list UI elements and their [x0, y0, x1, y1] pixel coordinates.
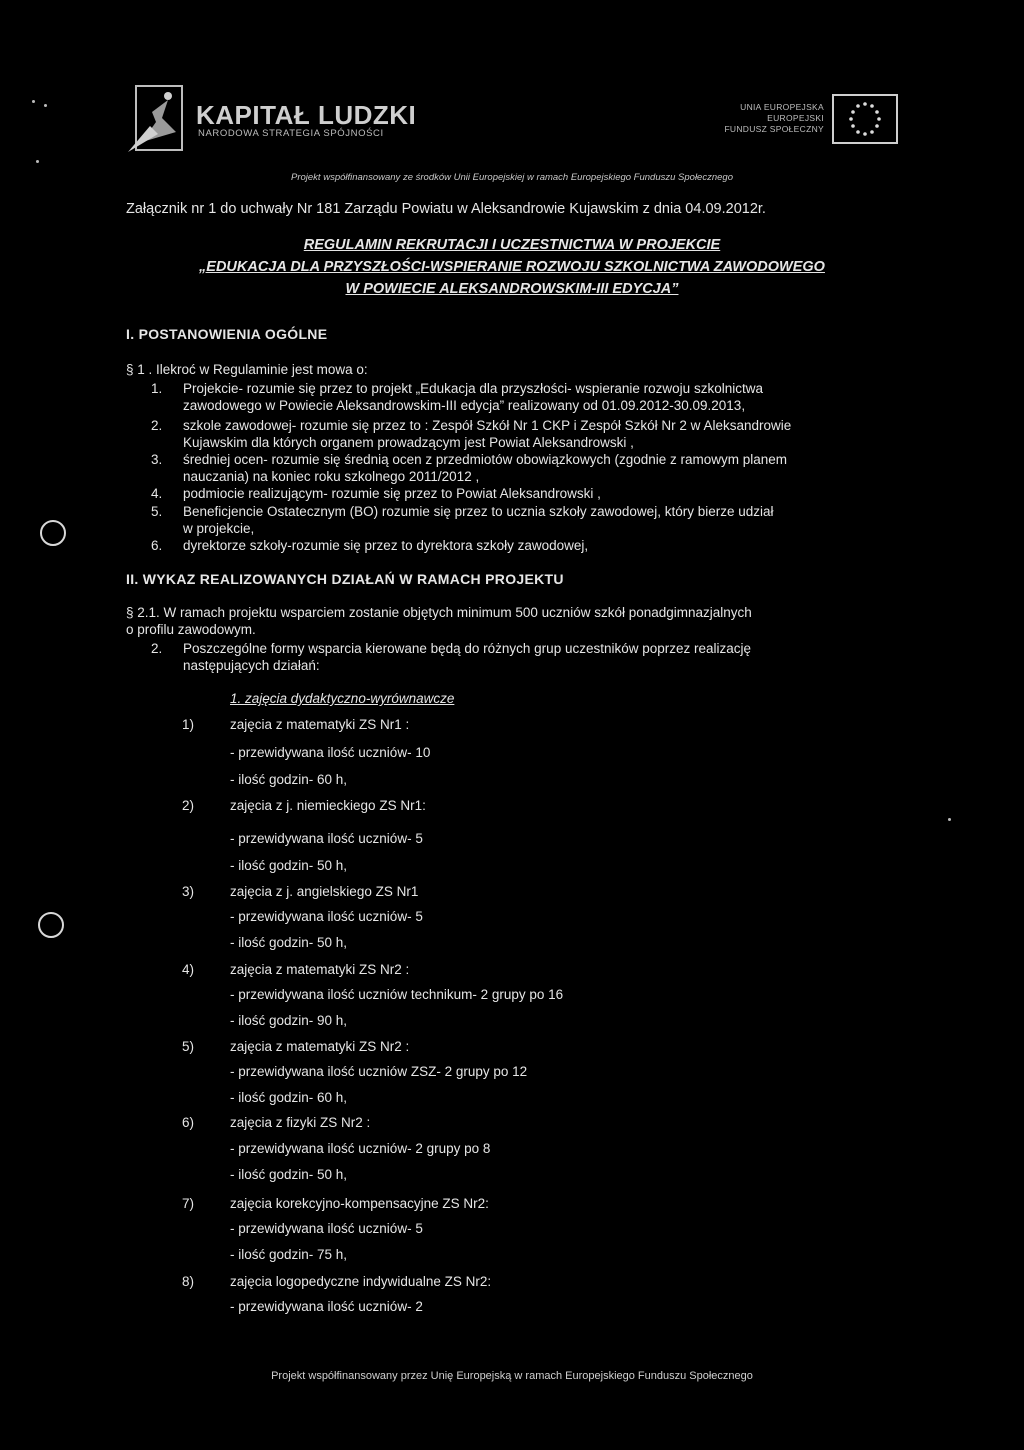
scan-speck — [44, 104, 47, 107]
activity-detail: - ilość godzin- 60 h, — [230, 1090, 348, 1105]
item-line: w projekcie, — [183, 521, 255, 536]
item-line: Projekcie- rozumie się przez to projekt „Edukacja dla przyszłości- wspieranie rozwoju szkolnictwa — [183, 381, 763, 396]
item-line: szkole zawodowej- rozumie się przez to : Zespół Szkół Nr 1 CKP i Zespół Szkół Nr 2 w Aleksandrowie — [183, 418, 792, 433]
activity-number: 5) — [182, 1039, 195, 1054]
activity-title: zajęcia z j. angielskiego ZS Nr1 — [230, 884, 419, 899]
section-paragraph — [183, 640, 903, 674]
activity-detail: - przewidywana ilość uczniów ZSZ- 2 grupy po 12 — [230, 1064, 528, 1079]
scan-speck — [32, 100, 35, 103]
activity-detail: - przewidywana ilość uczniów- 2 grupy po 8 — [230, 1141, 491, 1156]
activity-detail: - przewidywana ilość uczniów- 2 — [230, 1299, 423, 1314]
binder-hole — [40, 520, 66, 546]
activity-title: zajęcia z j. niemieckiego ZS Nr1: — [230, 798, 426, 813]
activity-detail: - przewidywana ilość uczniów- 10 — [230, 745, 431, 760]
activity-title: zajęcia z matematyki ZS Nr2 : — [230, 962, 410, 977]
definition-item — [183, 451, 903, 485]
kapital-ludzki-logo-icon — [128, 82, 188, 156]
item-number: 3. — [151, 452, 163, 467]
section-heading: II. WYKAZ REALIZOWANYCH DZIAŁAŃ W RAMACH PROJEKTU — [126, 571, 564, 587]
activity-number: 1) — [182, 717, 195, 732]
paragraph-line: o profilu zawodowym. — [126, 622, 256, 637]
activity-detail: - ilość godzin- 75 h, — [230, 1247, 348, 1262]
activity-detail: - przewidywana ilość uczniów- 5 — [230, 909, 423, 924]
eu-text-line: EUROPEJSKI — [767, 113, 824, 123]
item-number: 2. — [151, 418, 163, 433]
item-line: Beneficjencie Ostatecznym (BO) rozumie się przez to ucznia szkoły zawodowej, który bierze udział — [183, 504, 774, 519]
activity-detail: - ilość godzin- 90 h, — [230, 1013, 348, 1028]
kapital-ludzki-subtitle: NARODOWA STRATEGIA SPÓJNOŚCI — [198, 128, 384, 139]
subsection-heading: 1. zajęcia dydaktyczno-wyrównawcze — [230, 691, 455, 706]
item-number: 2. — [151, 641, 163, 656]
definition-item — [183, 380, 903, 414]
activity-detail: - przewidywana ilość uczniów- 5 — [230, 831, 423, 846]
item-line: Kujawskim dla których organem prowadzącym jest Powiat Aleksandrowski , — [183, 435, 634, 450]
definition-item — [183, 503, 903, 537]
scan-speck — [36, 160, 39, 163]
paragraph-line: następujących działań: — [183, 658, 320, 673]
section-paragraph — [126, 604, 886, 638]
paragraph-line: Poszczególne formy wsparcia kierowane będą do różnych grup uczestników poprzez realizację — [183, 641, 752, 656]
activity-detail: - ilość godzin- 50 h, — [230, 1167, 348, 1182]
activity-detail: - przewidywana ilość uczniów technikum- 2 grupy po 16 — [230, 987, 564, 1002]
item-number: 5. — [151, 504, 163, 519]
activity-title: zajęcia z fizyki ZS Nr2 : — [230, 1115, 371, 1130]
item-line: zawodowego w Powiecie Aleksandrowskim-III edycja” realizowany od 01.09.2012-30.09.2013, — [183, 398, 746, 413]
section-heading: I. POSTANOWIENIA OGÓLNE — [126, 326, 328, 342]
item-line: dyrektorze szkoły-rozumie się przez to dyrektora szkoły zawodowej, — [183, 538, 589, 553]
activity-detail: - przewidywana ilość uczniów- 5 — [230, 1221, 423, 1236]
item-number: 4. — [151, 486, 163, 501]
paragraph-line: § 2.1. W ramach projektu wsparciem zostanie objętych minimum 500 uczniów szkół ponadgimnazjalnych — [126, 605, 752, 620]
eu-logo-text — [724, 102, 824, 135]
regulation-title-line: W POWIECIE ALEKSANDROWSKIM-III EDYCJA” — [345, 281, 679, 297]
footer-cofunding: Projekt współfinansowany przez Unię Europejską w ramach Europejskiego Funduszu Społecznego — [271, 1370, 753, 1382]
activity-title: zajęcia logopedyczne indywidualne ZS Nr2: — [230, 1274, 492, 1289]
activity-number: 8) — [182, 1274, 195, 1289]
activity-number: 4) — [182, 962, 195, 977]
annex-line: Załącznik nr 1 do uchwały Nr 181 Zarządu Powiatu w Aleksandrowie Kujawskim z dnia 04.09.2012r. — [126, 201, 766, 217]
definition-item — [183, 417, 903, 451]
activity-number: 2) — [182, 798, 195, 813]
activity-number: 7) — [182, 1196, 195, 1211]
eu-text-line: FUNDUSZ SPOŁECZNY — [724, 124, 824, 134]
cofunding-line: Projekt współfinansowany ze środków Unii Europejskiej w ramach Europejskiego Funduszu Społecznego — [291, 172, 733, 183]
kapital-ludzki-title: KAPITAŁ LUDZKI — [196, 100, 417, 130]
eu-flag-icon — [832, 94, 898, 144]
activity-title: zajęcia korekcyjno-kompensacyjne ZS Nr2: — [230, 1196, 489, 1211]
activity-detail: - ilość godzin- 60 h, — [230, 772, 348, 787]
definition-item — [183, 485, 903, 502]
scan-speck — [948, 818, 951, 821]
activity-number: 6) — [182, 1115, 195, 1130]
item-line: nauczania) na koniec roku szkolnego 2011/2012 , — [183, 469, 480, 484]
eu-text-line: UNIA EUROPEJSKA — [740, 102, 824, 112]
activity-number: 3) — [182, 884, 195, 899]
regulation-title-line: REGULAMIN REKRUTACJI I UCZESTNICTWA W PROJEKCIE — [303, 237, 721, 253]
definition-item — [183, 537, 903, 554]
activity-title: zajęcia z matematyki ZS Nr1 : — [230, 717, 410, 732]
item-number: 6. — [151, 538, 163, 553]
activity-detail: - ilość godzin- 50 h, — [230, 858, 348, 873]
item-number: 1. — [151, 381, 163, 396]
binder-hole — [38, 912, 64, 938]
activity-title: zajęcia z matematyki ZS Nr2 : — [230, 1039, 410, 1054]
activity-detail: - ilość godzin- 50 h, — [230, 935, 348, 950]
regulation-title-line: „EDUKACJA DLA PRZYSZŁOŚCI-WSPIERANIE ROZWOJU SZKOLNICTWA ZAWODOWEGO — [199, 259, 825, 275]
item-line: podmiocie realizującym- rozumie się przez to Powiat Aleksandrowski , — [183, 486, 601, 501]
section-paragraph: § 1 . Ilekroć w Regulaminie jest mowa o: — [126, 362, 368, 377]
item-line: średniej ocen- rozumie się średnią ocen z przedmiotów obowiązkowych (zgodnie z ramowym planem — [183, 452, 788, 467]
